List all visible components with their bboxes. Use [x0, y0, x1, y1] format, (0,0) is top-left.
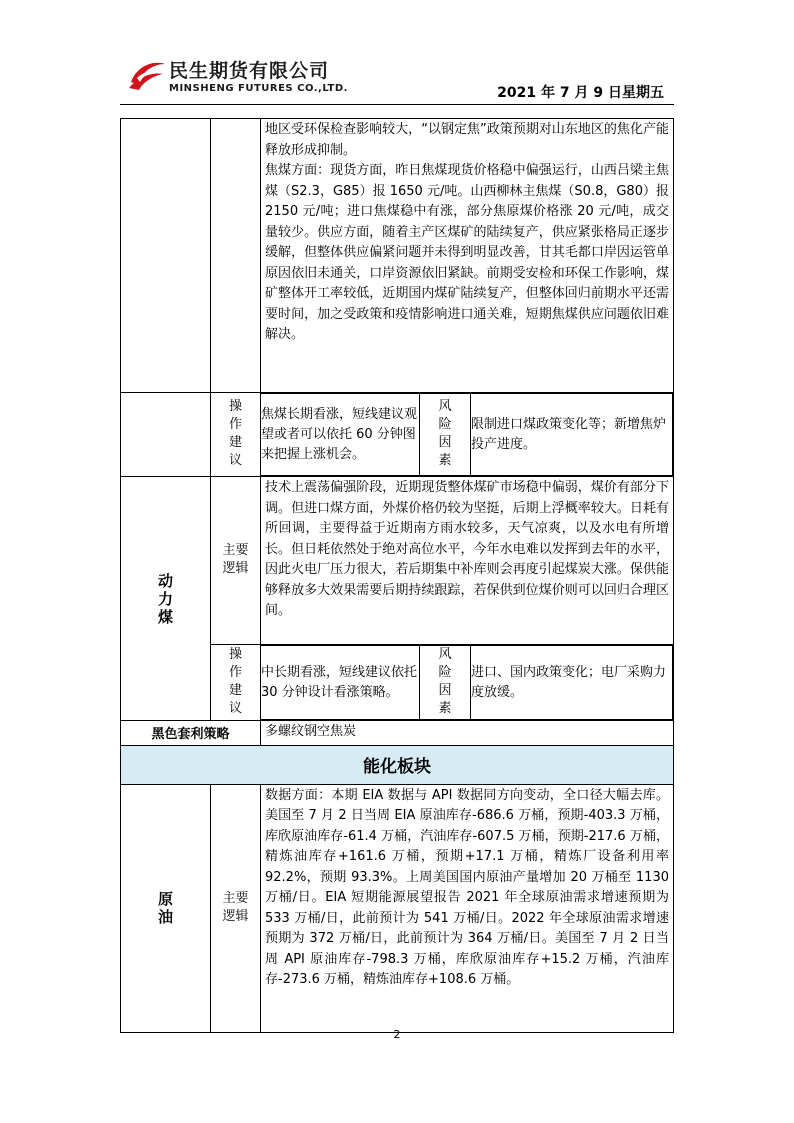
- coke-op-label: 操作建议: [211, 393, 261, 477]
- report-date: 2021 年 7 月 9 日星期五: [497, 85, 664, 101]
- crude-logic-text: 数据方面：本期 EIA 数据与 API 数据同方向变动，全口径大幅去库。美国至 7 月 2 日当周 EIA 原油库存-686.6 万桶，预期-403.3 万桶，库欣原油库存-61.4 万桶，汽油库存-607.5 万桶，预期-217.6 万桶，精炼油库存+161.6 万桶，预期+17.1 万桶，精炼厂设备利用率 92.2%，预期 93.3%。上周美国国内原油产量增加 20 万桶至 1130 万桶/日。EIA 短期能源展望报告 2021 年全球原油需求增速预期为 533 万桶/日，此前预计为 541 万桶/日。2022 年全球原油需求增速预期为 372 万桶/日，此前预计为 364 万桶/日。美国至 7 月 2 日当周 API 原油库存-798.3 万桶，库欣原油库存+15.2 万桶，汽油库存-273.6 万桶，精炼油库存+108.6 万桶。: [261, 784, 674, 1032]
- company-name-cn: 民生期货有限公司: [169, 60, 330, 82]
- coke-op-row: [121, 393, 674, 477]
- swoosh-logo-icon: [127, 58, 167, 92]
- thermal-name-cell: 动力煤: [121, 477, 211, 721]
- thermal-op-label: 操作建议: [211, 645, 261, 721]
- thermal-logic-text: 技术上震荡偏强阶段，近期现货整体煤矿市场稳中偏弱，煤价有部分下调。但进口煤方面，外煤价格仍较为坚挺，后期上浮概率较大。日耗有所回调，主要得益于近期南方雨水较多，天气凉爽，以及水电有所增长。但日耗依然处于绝对高位水平，今年水电难以发挥到去年的水平，因此火电厂压力很大，若后期集中补库则会再度引起煤炭大涨。保供能够释放多大效果需要后期持续跟踪，若保供到位煤价则可以回归合理区间。: [261, 477, 674, 645]
- crude-logic-row: [121, 784, 674, 1032]
- coke-logic-cell: [261, 119, 674, 393]
- company-logo: [127, 56, 367, 102]
- coke-risk-text: 限制进口煤政策变化等；新增焦炉投产进度。: [471, 394, 673, 476]
- coke-risk-label: 风险因素: [420, 394, 471, 476]
- coke-logic-row: [121, 119, 674, 393]
- arbitrage-label: 黑色套利策略: [121, 721, 261, 746]
- coke-name-cell: [121, 119, 211, 393]
- coke-name-cell-2: [121, 393, 211, 477]
- coking-coal-text: 焦煤方面：现货方面，昨日焦煤现货价格稳中偏强运行，山西吕梁主焦煤（S2.3，G85）报 1650 元/吨。山西柳林主焦煤（S0.8，G80）报 2150 元/吨；进口焦煤稳中有涨，部分焦原煤价格涨 20 元/吨，成交量较少。供应方面，随着主产区煤矿的陆续复产，供应紧张格局正逐步缓解，但整体供应偏紧问题并未得到明显改善，甘其毛都口岸因运管单原因依旧未通关，口岸资源依旧紧缺。前期受安检和环保工作影响，煤矿整体开工率较低，近期国内煤矿陆续复产，但整体回归前期水平还需要时间，加之受政策和疫情影响进口通关难，短期焦煤供应问题依旧难解决。: [265, 163, 669, 342]
- thermal-logic-row: [121, 477, 674, 645]
- company-name-en: MINSHENG FUTURES CO.,LTD.: [169, 83, 348, 94]
- thermal-op-inner: [261, 645, 673, 720]
- header-divider: [120, 104, 674, 105]
- section-title: 能化板块: [121, 745, 674, 784]
- coke-op-text: 焦煤长期看涨，短线建议观望或者可以依托 60 分钟图来把握上涨机会。: [261, 394, 420, 476]
- coke-text-a: 地区受环保检查影响较大，“以钢定焦”政策预期对山东地区的焦化产能释放形成抑制。: [265, 122, 669, 158]
- strategy-table: [120, 118, 674, 1033]
- thermal-risk-text: 进口、国内政策变化；电厂采购力度放缓。: [471, 646, 673, 720]
- coke-op-inner: [261, 393, 673, 476]
- thermal-op-text: 中长期看涨，短线建议依托 30 分钟设计看涨策略。: [261, 646, 420, 720]
- coke-op-cell: [261, 393, 674, 477]
- thermal-risk-label: 风险因素: [420, 646, 471, 720]
- coke-logic-label-cell: [211, 119, 261, 393]
- page-number: 2: [393, 1028, 401, 1041]
- section-row: [121, 745, 674, 784]
- crude-name-cell: 原油: [121, 784, 211, 1032]
- thermal-op-cell: [261, 645, 674, 721]
- thermal-logic-label: 主要逻辑: [211, 477, 261, 645]
- arbitrage-text: 多螺纹钢空焦炭: [261, 721, 674, 746]
- arbitrage-row: [121, 721, 674, 746]
- crude-logic-label: 主要逻辑: [211, 784, 261, 1032]
